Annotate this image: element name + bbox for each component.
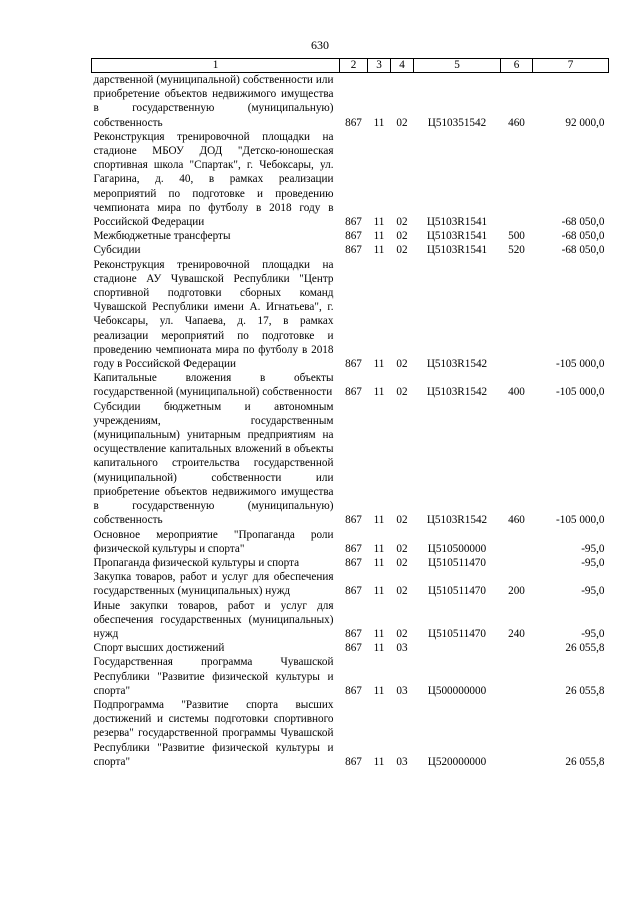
column-header-5: 5 (414, 59, 501, 73)
row-code-expense-type (501, 556, 533, 570)
column-header-2: 2 (340, 59, 368, 73)
row-amount: -95,0 (581, 542, 605, 555)
row-code-expense-type: 460 (508, 116, 525, 129)
table-row (92, 130, 609, 229)
row-code-department: 867 (345, 755, 362, 768)
row-code-department: 867 (345, 642, 362, 655)
row-code-subsection: 02 (396, 244, 408, 257)
table-row (92, 73, 609, 130)
table-row (92, 229, 609, 243)
row-code-section: 11 (373, 556, 385, 569)
row-code-target: Ц510511470 (427, 585, 486, 598)
row-code-subsection: 02 (396, 230, 408, 243)
row-code-department: 867 (345, 585, 362, 598)
row-code-expense-type: 400 (508, 386, 525, 399)
row-amount: -68 050,0 (561, 244, 605, 257)
row-code-target: Ц5103R1541 (426, 230, 488, 243)
row-code-subsection: 02 (396, 556, 408, 569)
column-header-7: 7 (533, 59, 609, 73)
column-header-3: 3 (368, 59, 391, 73)
column-header-1: 1 (92, 59, 340, 73)
row-code-subsection: 02 (396, 116, 408, 129)
row-code-expense-type (501, 655, 533, 698)
row-description: дарственной (муниципальной) собственности или приобретение объектов недвижимого имущества в государственную (муниципальную) собственность (93, 74, 334, 129)
row-code-subsection: 03 (396, 755, 408, 768)
row-code-target: Ц5103R1542 (426, 358, 488, 371)
row-code-section: 11 (373, 116, 385, 129)
row-code-target: Ц510511470 (427, 556, 486, 569)
table-row (92, 641, 609, 655)
row-code-department: 867 (345, 627, 362, 640)
row-description: Субсидии (93, 244, 141, 257)
row-description: Спорт высших достижений (93, 642, 225, 655)
row-code-target: Ц510351542 (427, 116, 487, 129)
row-description: Иные закупки товаров, работ и услуг для обеспечения государственных (муниципальных) нужд (93, 599, 334, 640)
page-number: 630 (311, 38, 329, 52)
row-code-department: 867 (345, 556, 362, 569)
row-code-expense-type (501, 528, 533, 556)
row-code-section: 11 (373, 230, 385, 243)
row-code-section: 11 (373, 244, 385, 257)
row-description: Субсидии бюджетным и автономным учреждениям, государственным (муниципальным) унитарным предприятиям на осуществление капитальных вложений в объекты капитального строительства государственной (муниципальной) собственности или приобретение объектов недвижимого имущества в государственную (муниципальную) собственность (93, 400, 334, 527)
row-code-subsection: 02 (396, 585, 408, 598)
row-code-department: 867 (345, 116, 362, 129)
table-row (92, 556, 609, 570)
row-code-subsection: 03 (396, 684, 408, 697)
table-row (92, 655, 609, 698)
row-amount: -105 000,0 (556, 514, 605, 527)
row-code-section: 11 (373, 755, 385, 768)
row-code-target (414, 641, 501, 655)
row-code-expense-type (501, 698, 533, 769)
row-code-section: 11 (373, 627, 385, 640)
row-code-expense-type: 460 (508, 514, 525, 527)
row-code-expense-type: 200 (508, 585, 525, 598)
table-row (92, 371, 609, 399)
row-code-target: Ц5103R1542 (426, 514, 488, 527)
row-code-section: 11 (373, 386, 385, 399)
row-code-target: Ц510500000 (427, 542, 487, 555)
row-code-department: 867 (345, 230, 362, 243)
row-code-department: 867 (345, 386, 362, 399)
row-code-department: 867 (345, 216, 362, 229)
row-code-subsection: 02 (396, 514, 408, 527)
row-amount: -68 050,0 (561, 230, 605, 243)
row-code-target: Ц5103R1542 (426, 386, 488, 399)
row-amount: -95,0 (581, 556, 605, 569)
row-code-expense-type: 520 (508, 244, 525, 257)
row-description: Государственная программа Чувашской Республики "Развитие физической культуры и спорта" (93, 656, 334, 697)
row-code-expense-type (501, 130, 533, 229)
row-code-section: 11 (373, 542, 385, 555)
row-amount: -105 000,0 (556, 358, 605, 371)
row-amount: -95,0 (581, 585, 605, 598)
row-code-target: Ц510511470 (427, 627, 486, 640)
row-code-target: Ц520000000 (427, 755, 487, 768)
budget-table (91, 58, 609, 769)
row-code-target: Ц5103R1541 (426, 244, 488, 257)
row-code-department: 867 (345, 358, 362, 371)
table-row (92, 599, 609, 642)
row-code-subsection: 02 (396, 386, 408, 399)
table-row (92, 243, 609, 257)
table-row (92, 258, 609, 372)
table-row (92, 698, 609, 769)
row-description: Реконструкция тренировочной площадки на стадионе АУ Чувашской Республики "Центр спортивной подготовки сборных команд Чувашской Республики имени А. Игнатьева", г. Чебоксары, ул. Чапаева, д. 17, в рамках реализации мероприятий по подготовке и проведению чемпионата мира по футболу в 2018 году в Российской Федерации (93, 258, 334, 371)
table-row (92, 400, 609, 528)
row-code-subsection: 02 (396, 216, 408, 229)
row-code-department: 867 (345, 684, 362, 697)
row-code-section: 11 (373, 585, 385, 598)
row-amount: -95,0 (581, 627, 605, 640)
row-amount: 26 055,8 (565, 684, 605, 697)
row-code-department: 867 (345, 514, 362, 527)
row-code-subsection: 03 (396, 642, 408, 655)
row-code-section: 11 (373, 358, 385, 371)
row-description: Основное мероприятие "Пропаганда роли физической культуры и спорта" (93, 528, 334, 555)
row-amount: -68 050,0 (561, 216, 605, 229)
row-code-subsection: 02 (396, 542, 408, 555)
row-description: Пропаганда физической культуры и спорта (93, 556, 300, 569)
row-code-section: 11 (373, 216, 385, 229)
row-code-target: Ц5103R1541 (426, 216, 488, 229)
row-code-subsection: 02 (396, 627, 408, 640)
row-amount: -105 000,0 (556, 386, 605, 399)
column-header-6: 6 (501, 59, 533, 73)
row-code-expense-type (501, 641, 533, 655)
row-amount: 26 055,8 (565, 642, 605, 655)
row-code-expense-type: 240 (508, 627, 525, 640)
row-code-section: 11 (373, 684, 385, 697)
row-amount: 92 000,0 (565, 116, 605, 129)
column-header-4: 4 (391, 59, 414, 73)
row-description: Подпрограмма "Развитие спорта высших достижений и системы подготовки спортивного резерва" государственной программы Чувашской Республики "Развитие физической культуры и спорта" (93, 698, 334, 768)
row-amount: 26 055,8 (565, 755, 605, 768)
row-code-department: 867 (345, 244, 362, 257)
row-code-section: 11 (373, 642, 385, 655)
row-description: Закупка товаров, работ и услуг для обеспечения государственных (муниципальных) нужд (93, 571, 334, 598)
row-code-target: Ц500000000 (427, 684, 487, 697)
table-header-row (92, 59, 609, 73)
row-code-department: 867 (345, 542, 362, 555)
row-code-section: 11 (373, 514, 385, 527)
row-description: Реконструкция тренировочной площадки на стадионе МБОУ ДОД "Детско-юношеская спортивная школа "Спартак", г. Чебоксары, ул. Гагарина, д. 40, в рамках реализации мероприятий по подготовке и проведению чемпионата мира по футболу в 2018 году в Российской Федерации (93, 130, 334, 229)
table-row (92, 570, 609, 598)
row-code-subsection: 02 (396, 358, 408, 371)
row-code-expense-type (501, 258, 533, 372)
table-row (92, 528, 609, 556)
row-description: Межбюджетные трансферты (93, 230, 231, 243)
row-description: Капитальные вложения в объекты государственной (муниципальной) собственности (93, 372, 334, 399)
row-code-expense-type: 500 (508, 230, 525, 243)
